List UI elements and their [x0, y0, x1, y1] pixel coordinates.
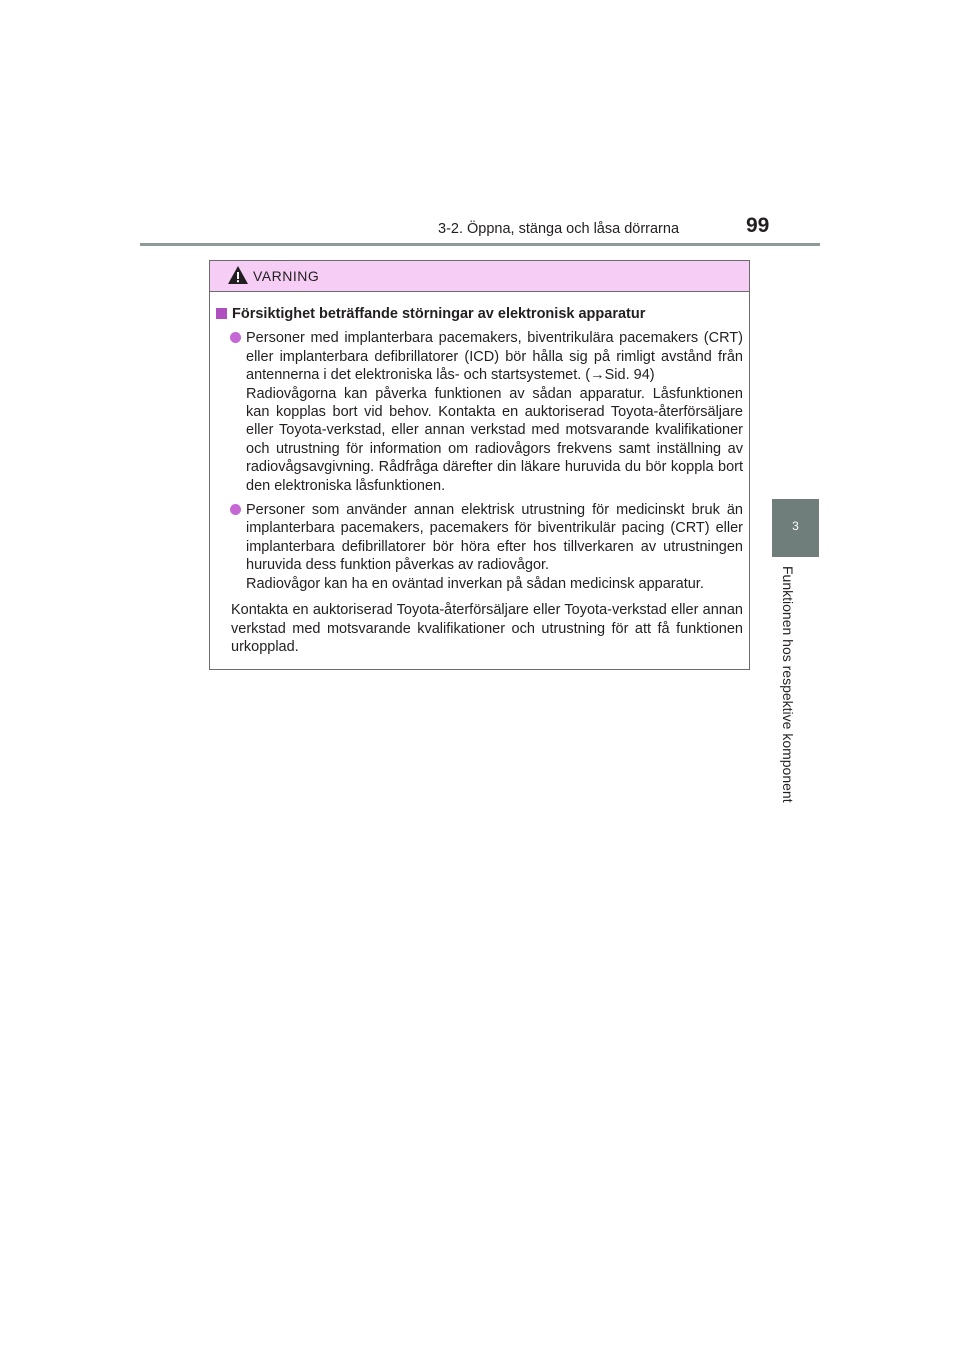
warning-header — [210, 261, 749, 292]
chapter-side-label: Funktionen hos respektive komponent — [780, 566, 796, 803]
chapter-tab-number: 3 — [792, 519, 799, 533]
square-bullet-icon — [216, 308, 227, 319]
bullet-paragraph: Radiovågorna kan påverka funktionen av sådan apparatur. Låsfunktionen kan kopplas bort vid behov. Kontakta en auktoriserad Toyota-återförsäljare eller Toyota-verkstad, eller annan verkstad med motsvarande kvalifikationer och utrustning för information om radiovågors frekvens samt inställning av radiovågsavgivning. Rådfråga därefter din läkare huruvida du bör koppla bort den elektroniska låsfunktionen. — [246, 385, 743, 494]
bullet-item — [216, 501, 743, 593]
warning-body — [210, 292, 749, 656]
warning-heading-text: Försiktighet beträffande störningar av elektronisk apparatur — [232, 306, 646, 322]
warning-section-heading — [216, 305, 743, 323]
warning-label: VARNING — [253, 268, 320, 284]
warning-box — [209, 260, 750, 670]
bullet-item — [216, 329, 743, 495]
chapter-tab — [772, 499, 819, 557]
circle-bullet-icon — [230, 504, 241, 515]
page-number: 99 — [746, 214, 770, 237]
bullet-paragraph: Radiovågor kan ha en oväntad inverkan på sådan medicinsk apparatur. — [246, 575, 704, 592]
circle-bullet-icon — [230, 332, 241, 343]
bullet-paragraph: Personer med implanterbara pacemakers, biventrikulära pacemakers (CRT) eller implanterbara defibrillatorer (ICD) bör hålla sig på rimligt avstånd från antennerna i det elektroniska lås- och startsystemet. (→Sid. 94) — [246, 330, 743, 384]
closing-note: Kontakta en auktoriserad Toyota-återförsäljare eller Toyota-verkstad eller annan verkstad med motsvarande kvalifikationer och utrustning för att få funktionen urkopplad. — [231, 602, 743, 655]
warning-triangle-icon — [227, 265, 249, 285]
section-header-title: 3-2. Öppna, stänga och låsa dörrarna — [438, 221, 680, 237]
bullet-paragraph: Personer som använder annan elektrisk utrustning för medicinskt bruk än implanterbara pacemakers, pacemakers för biventrikulär pacing (CRT) eller implanterbara defibrillatorer bör höra efter hos tillverkaren av utrustningen huruvida dess funktion påverkas av radiovågor. — [246, 502, 743, 574]
header-rule — [140, 243, 820, 246]
